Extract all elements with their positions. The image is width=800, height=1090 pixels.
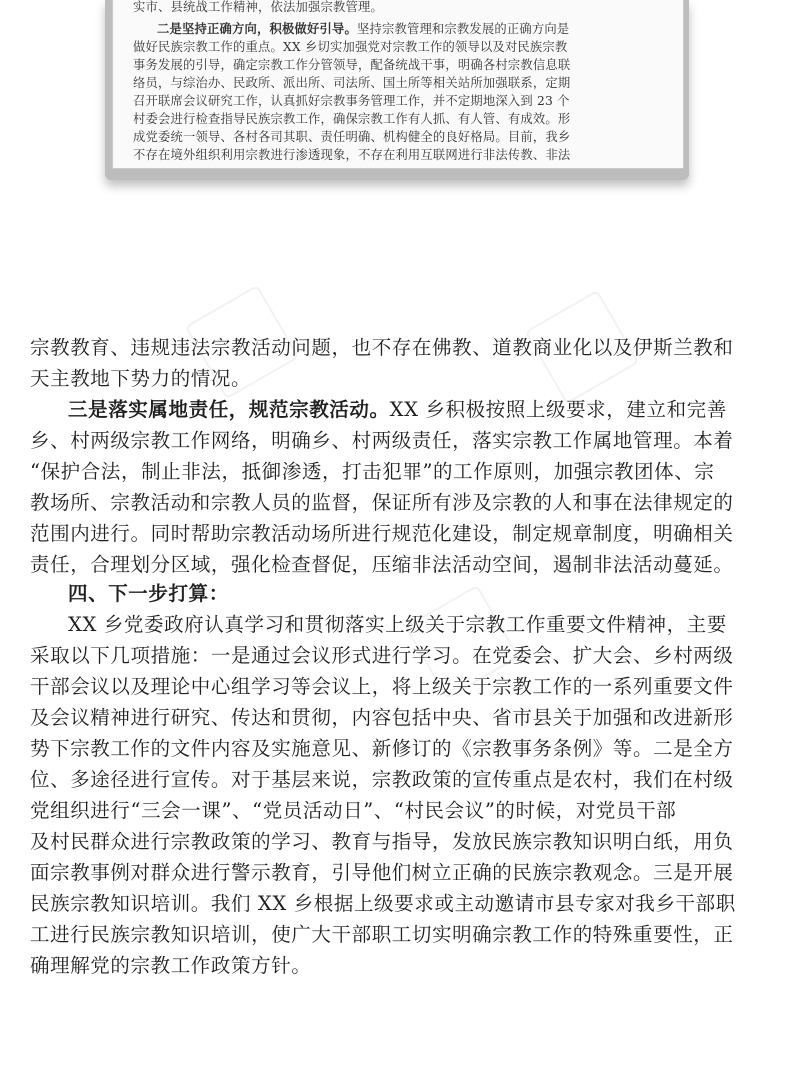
text-line: “保护合法，制止非法，抵御渗透，打击犯罪”的工作原则，加强宗教团体、宗: [30, 460, 715, 483]
paragraph-heading: 三是落实属地责任，规范宗教活动。: [68, 398, 390, 421]
preview-line: 实市、县统战工作精神，依法加强宗教管理。: [133, 0, 383, 14]
text-line: 工进行民族宗教知识培训，使广大干部职工切实明确宗教工作的特殊重要性，正: [30, 923, 734, 946]
preview-line: 村委会进行检查指导民族宗教工作，确保宗教工作有人抓、有人管、有成效。形: [133, 112, 571, 126]
text-line: 势下宗教工作的文件内容及实施意见、新修订的《宗教事务条例》等。二是全方: [30, 737, 734, 760]
preview-line: 召开联席会议研究工作，认真抓好宗教事务管理工作，并不定期地深入到 23 个: [133, 94, 570, 108]
preview-line: 络员，与综治办、民政所、派出所、司法所、国土所等相关站所加强联系，定期: [133, 76, 571, 90]
text-line: 确理解党的宗教工作政策方针。: [30, 954, 312, 977]
text-line: XX 乡党委政府认真学习和贯彻落实上级关于宗教工作重要文件精神，主要: [68, 613, 727, 636]
section-heading: [68, 579, 775, 609]
section-heading-text: 四、下一步打算：: [68, 582, 229, 605]
text-line: 责任，合理划分区域，强化检查督促，压缩非法活动空间，遏制非法活动蔓延。: [30, 553, 734, 576]
preview-line: 事务发展的引导，确定宗教工作分管领导，配备统战干事，明确各村宗教信息联: [133, 58, 571, 72]
text-line: 党组织进行“三会一课”、“党员活动日”、“村民会议”的时候，对党员干部: [30, 799, 677, 822]
text-line: 教场所、宗教活动和宗教人员的监督，保证所有涉及宗教的人和事在法律规定的: [30, 491, 734, 514]
text-line: 乡、村两级宗教工作网络，明确乡、村两级责任，落实宗教工作属地管理。本着: [30, 429, 734, 452]
text-line: 及村民群众进行宗教政策的学习、教育与指导，发放民族宗教知识明白纸，用负: [30, 830, 734, 853]
text-line: 采取以下几项措施：一是通过会议形式进行学习。在党委会、扩大会、乡村两级: [30, 644, 734, 667]
text-line: 范围内进行。同时帮助宗教活动场所进行规范化建设，制定规章制度，明确相关: [30, 522, 734, 545]
text-line: 天主教地下势力的情况。: [30, 367, 252, 390]
text-line: 宗教教育、违规违法宗教活动问题，也不存在佛教、道教商业化以及伊斯兰教和: [30, 336, 734, 359]
text-line: 干部会议以及理论中心组学习等会议上，将上级关于宗教工作的一系列重要文件: [30, 675, 734, 698]
paragraph-text: XX 乡积极按照上级要求，建立和完善: [389, 398, 727, 421]
text-line: 面宗教事例对群众进行警示教育，引导他们树立正确的民族宗教观念。三是开展: [30, 861, 734, 884]
preview-line: 成党委统一领导、各村各司其职、责任明确、机构健全的良好格局。目前，我乡: [133, 130, 571, 144]
text-line: 民族宗教知识培训。我们 XX 乡根据上级要求或主动邀请市县专家对我乡干部职: [30, 892, 736, 915]
preview-para-heading: 二是坚持正确方向，积极做好引导。: [157, 21, 357, 36]
text-line: 位、多途径进行宣传。对于基层来说，宗教政策的宣传重点是农村，我们在村级: [30, 768, 734, 791]
preview-line: 做好民族宗教工作的重点。XX 乡切实加强党对宗教工作的领导以及对民族宗教: [133, 40, 568, 54]
preview-para-text: 坚持宗教管理和宗教发展的正确方向是: [356, 22, 570, 36]
text-line: [68, 395, 775, 425]
text-line: 及会议精神进行研究、传达和贯彻，内容包括中央、省市县关于加强和改进新形: [30, 706, 734, 729]
preview-line: 不存在境外组织利用宗教进行渗透现象，不存在利用互联网进行非法传教、非法: [133, 148, 571, 162]
